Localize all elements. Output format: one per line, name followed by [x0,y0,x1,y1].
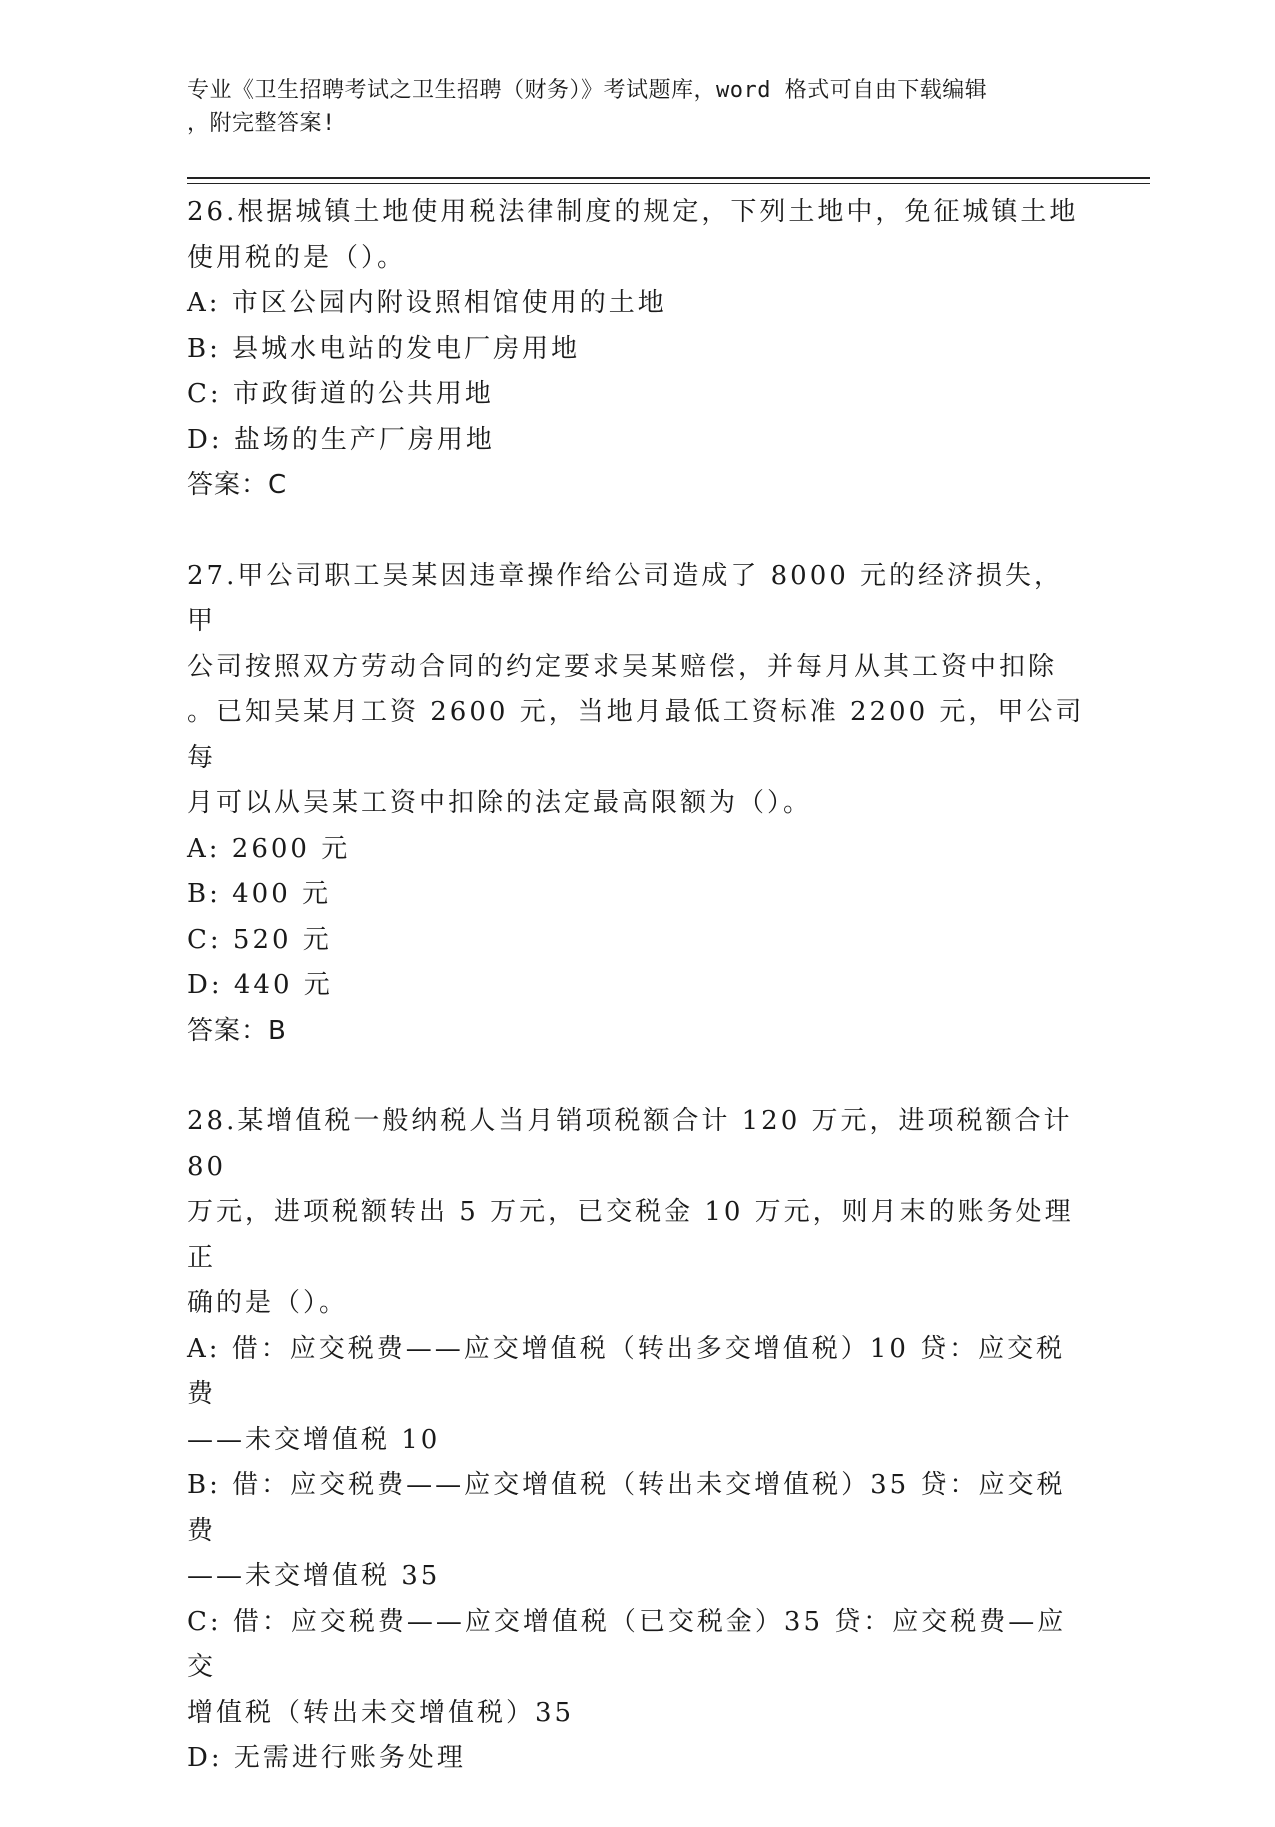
option-c-continued: 增值税（转出未交增值税）35 [187,1697,575,1728]
option-b: B: 县城水电站的发电厂房用地 [187,333,581,364]
option-d: D: 440 元 [187,970,333,1000]
option-b: B: 400 元 [187,879,332,909]
option-b-continued: ——未交增值税 35 [187,1561,441,1591]
option-d: D: 无需进行账务处理 [187,1743,466,1773]
option-a: A: 借：应交税费——应交增值税（转出多交增值税）10 贷：应交税费 [187,1333,1066,1409]
header-line-2: ，附完整答案! [187,111,336,136]
option-c: C: 借：应交税费——应交增值税（已交税金）35 贷：应交税费—应交 [187,1606,1067,1682]
question-stem-line: 公司按照双方劳动合同的约定要求吴某赔偿，并每月从其工资中扣除 [187,651,1058,682]
header-divider-thin [187,183,1150,184]
header-line-1: 专业《卫生招聘考试之卫生招聘（财务）》考试题库，word 格式可自由下载编辑 [187,78,988,103]
option-b: B: 借：应交税费——应交增值税（转出未交增值税）35 贷：应交税费 [187,1470,1066,1546]
option-d: D: 盐场的生产厂房用地 [187,424,495,455]
question-stem-line: 27.甲公司职工吴某因违章操作给公司造成了 8000 元的经济损失，甲 [187,560,1064,636]
question-26 [187,190,1087,509]
header-divider-thick [187,177,1150,179]
option-c: C: 520 元 [187,924,332,955]
question-stem-line: 26.根据城镇土地使用税法律制度的规定，下列土地中，免征城镇土地 [187,197,1079,227]
question-stem-line: 月可以从吴某工资中扣除的法定最高限额为（）。 [187,788,813,818]
option-a: A: 市区公园内附设照相馆使用的土地 [187,288,667,318]
question-stem-line: 确的是（）。 [187,1288,349,1318]
question-stem-line: 万元，进项税额转出 5 万元，已交税金 10 万元，则月末的账务处理正 [187,1197,1074,1273]
option-c: C: 市政街道的公共用地 [187,379,494,409]
document-header [187,74,1067,140]
question-list [187,190,1087,1827]
question-stem-line: 28.某增值税一般纳税人当月销项税额合计 120 万元，进项税额合计 80 [187,1106,1084,1182]
answer-label: 答案：C [187,470,288,500]
question-stem-line: 使用税的是（）。 [187,242,407,273]
option-a-continued: ——未交增值税 10 [187,1424,441,1455]
question-28 [187,1099,1087,1782]
answer-label: 答案：B [187,1015,287,1046]
question-stem-line: 。已知吴某月工资 2600 元，当地月最低工资标准 2200 元，甲公司每 [187,697,1085,773]
question-27 [187,554,1087,1055]
option-a: A: 2600 元 [187,833,351,864]
